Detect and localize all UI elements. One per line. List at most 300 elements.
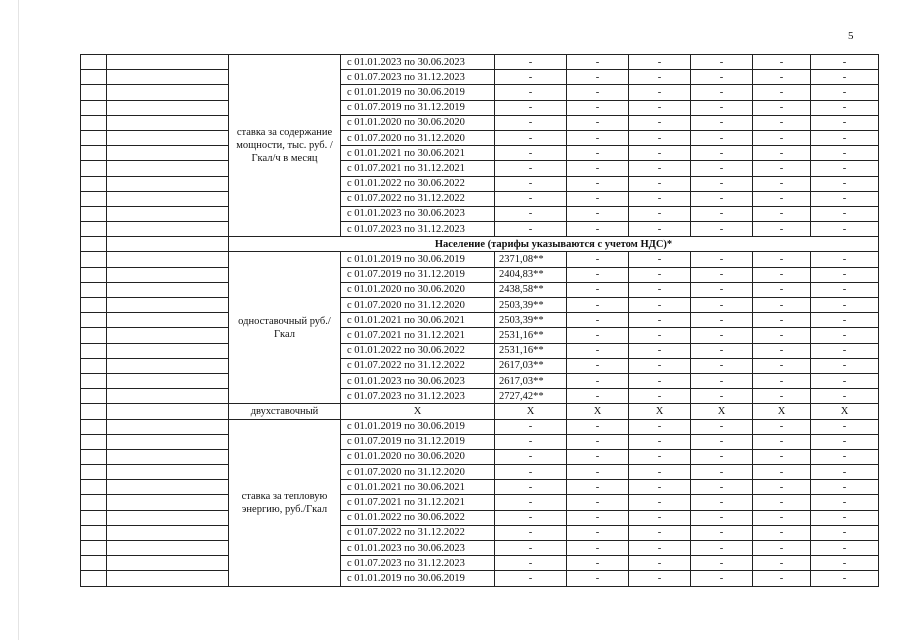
period-cell: с 01.07.2021 по 31.12.2021 (341, 328, 495, 343)
value-cell: - (691, 252, 753, 267)
value-cell: - (629, 85, 691, 100)
tariff-type-cell: ставка за тепловую энергию, руб./Гкал (229, 419, 341, 586)
value-cell: - (495, 495, 567, 510)
table-row (81, 556, 879, 571)
number-cell (81, 389, 107, 404)
table-row (81, 510, 879, 525)
table-row (81, 571, 879, 586)
period-cell: с 01.07.2020 по 31.12.2020 (341, 130, 495, 145)
value-cell: - (753, 449, 811, 464)
value-cell: Х (341, 404, 495, 419)
name-cell (107, 206, 229, 221)
value-cell: - (753, 85, 811, 100)
value-cell: - (753, 571, 811, 586)
period-cell: с 01.07.2021 по 31.12.2021 (341, 495, 495, 510)
value-cell: - (567, 115, 629, 130)
value-cell: - (811, 480, 879, 495)
period-cell: с 01.01.2019 по 30.06.2019 (341, 419, 495, 434)
table-row (81, 176, 879, 191)
period-cell: с 01.07.2023 по 31.12.2023 (341, 70, 495, 85)
period-cell: с 01.01.2019 по 30.06.2019 (341, 252, 495, 267)
period-cell: с 01.01.2021 по 30.06.2021 (341, 480, 495, 495)
value-cell: - (629, 313, 691, 328)
value-cell: - (629, 252, 691, 267)
value-cell: Х (495, 404, 567, 419)
period-cell: с 01.01.2020 по 30.06.2020 (341, 449, 495, 464)
table-row (81, 191, 879, 206)
number-cell (81, 373, 107, 388)
table-row (81, 222, 879, 237)
value-cell: - (691, 282, 753, 297)
period-cell: с 01.01.2023 по 30.06.2023 (341, 55, 495, 70)
value-cell: - (811, 556, 879, 571)
name-cell (107, 465, 229, 480)
value-cell: 2531,16** (495, 343, 567, 358)
value-cell: - (753, 252, 811, 267)
value-cell: - (691, 358, 753, 373)
table-row (81, 298, 879, 313)
value-cell: - (495, 449, 567, 464)
table-row (81, 161, 879, 176)
name-cell (107, 343, 229, 358)
value-cell: 2727,42** (495, 389, 567, 404)
value-cell: - (567, 556, 629, 571)
value-cell: - (691, 389, 753, 404)
period-cell: с 01.01.2022 по 30.06.2022 (341, 343, 495, 358)
number-cell (81, 571, 107, 586)
value-cell: - (629, 206, 691, 221)
value-cell: - (629, 449, 691, 464)
value-cell: - (495, 146, 567, 161)
name-cell (107, 115, 229, 130)
period-cell: с 01.07.2022 по 31.12.2022 (341, 191, 495, 206)
number-cell (81, 252, 107, 267)
value-cell: - (567, 434, 629, 449)
value-cell: - (691, 495, 753, 510)
number-cell (81, 70, 107, 85)
value-cell: - (567, 191, 629, 206)
number-cell (81, 130, 107, 145)
number-cell (81, 358, 107, 373)
value-cell: - (753, 55, 811, 70)
value-cell: - (567, 358, 629, 373)
two-part-row (81, 404, 879, 419)
table-row (81, 541, 879, 556)
table-row (81, 343, 879, 358)
value-cell: - (811, 495, 879, 510)
value-cell: - (691, 100, 753, 115)
value-cell: - (629, 55, 691, 70)
value-cell: - (567, 70, 629, 85)
value-cell: - (567, 222, 629, 237)
table-row (81, 358, 879, 373)
value-cell: - (495, 55, 567, 70)
value-cell: - (753, 100, 811, 115)
value-cell: Х (567, 404, 629, 419)
value-cell: - (811, 358, 879, 373)
value-cell: - (495, 130, 567, 145)
period-cell: с 01.07.2019 по 31.12.2019 (341, 267, 495, 282)
value-cell: - (629, 556, 691, 571)
value-cell: - (753, 70, 811, 85)
value-cell: - (691, 55, 753, 70)
value-cell: - (753, 495, 811, 510)
number-cell (81, 525, 107, 540)
value-cell: - (629, 146, 691, 161)
value-cell: - (753, 222, 811, 237)
number-cell (81, 434, 107, 449)
value-cell: - (811, 161, 879, 176)
value-cell: - (811, 328, 879, 343)
table-row (81, 55, 879, 70)
value-cell: - (567, 541, 629, 556)
period-cell: с 01.01.2022 по 30.06.2022 (341, 176, 495, 191)
value-cell: 2503,39** (495, 313, 567, 328)
value-cell: - (691, 146, 753, 161)
value-cell: - (567, 146, 629, 161)
value-cell: - (629, 434, 691, 449)
number-cell (81, 191, 107, 206)
number-cell (81, 328, 107, 343)
number-cell (81, 146, 107, 161)
name-cell (107, 358, 229, 373)
value-cell: - (567, 252, 629, 267)
value-cell: - (567, 525, 629, 540)
name-cell (107, 449, 229, 464)
value-cell: - (691, 267, 753, 282)
name-cell (107, 373, 229, 388)
value-cell: - (567, 282, 629, 297)
name-cell (107, 313, 229, 328)
table-row (81, 115, 879, 130)
number-cell (81, 206, 107, 221)
value-cell: - (567, 55, 629, 70)
value-cell: - (811, 373, 879, 388)
value-cell: Х (691, 404, 753, 419)
table-row (81, 130, 879, 145)
name-cell (107, 85, 229, 100)
value-cell: - (629, 373, 691, 388)
value-cell: - (753, 206, 811, 221)
value-cell: - (495, 525, 567, 540)
value-cell: - (567, 206, 629, 221)
value-cell: - (753, 161, 811, 176)
period-cell: с 01.07.2020 по 31.12.2020 (341, 465, 495, 480)
period-cell: с 01.07.2019 по 31.12.2019 (341, 100, 495, 115)
value-cell: - (691, 85, 753, 100)
value-cell: - (495, 571, 567, 586)
name-cell (107, 541, 229, 556)
value-cell: - (629, 115, 691, 130)
value-cell: - (691, 434, 753, 449)
period-cell: с 01.01.2022 по 30.06.2022 (341, 510, 495, 525)
value-cell: - (811, 419, 879, 434)
value-cell: - (495, 510, 567, 525)
value-cell: - (811, 222, 879, 237)
number-cell (81, 85, 107, 100)
value-cell: - (753, 480, 811, 495)
value-cell: - (567, 495, 629, 510)
period-cell: с 01.01.2023 по 30.06.2023 (341, 206, 495, 221)
period-cell: с 01.01.2019 по 30.06.2019 (341, 571, 495, 586)
page-number: 5 (848, 30, 854, 42)
value-cell: - (567, 449, 629, 464)
value-cell: Х (811, 404, 879, 419)
value-cell: - (629, 161, 691, 176)
name-cell (107, 176, 229, 191)
value-cell: - (811, 252, 879, 267)
value-cell: - (495, 222, 567, 237)
table-row (81, 419, 879, 434)
table-row (81, 70, 879, 85)
section-header-row (81, 237, 879, 252)
value-cell: - (811, 146, 879, 161)
value-cell: - (753, 434, 811, 449)
number-cell (81, 313, 107, 328)
value-cell: - (691, 465, 753, 480)
name-cell (107, 571, 229, 586)
period-cell: с 01.01.2021 по 30.06.2021 (341, 313, 495, 328)
value-cell: - (691, 115, 753, 130)
value-cell: - (495, 419, 567, 434)
value-cell: - (629, 389, 691, 404)
value-cell: - (691, 206, 753, 221)
name-cell (107, 161, 229, 176)
number-cell (81, 449, 107, 464)
value-cell: - (691, 525, 753, 540)
value-cell: - (495, 100, 567, 115)
table-row (81, 313, 879, 328)
value-cell: - (629, 495, 691, 510)
table-row (81, 434, 879, 449)
number-cell (81, 115, 107, 130)
value-cell: - (691, 419, 753, 434)
table-row (81, 525, 879, 540)
name-cell (107, 237, 229, 252)
value-cell: - (691, 70, 753, 85)
value-cell: - (753, 328, 811, 343)
number-cell (81, 419, 107, 434)
tariff-type-cell: двухставочный (229, 404, 341, 419)
value-cell: - (691, 328, 753, 343)
number-cell (81, 176, 107, 191)
value-cell: - (811, 100, 879, 115)
name-cell (107, 222, 229, 237)
period-cell: с 01.01.2019 по 30.06.2019 (341, 85, 495, 100)
value-cell: - (811, 191, 879, 206)
name-cell (107, 70, 229, 85)
value-cell: - (629, 358, 691, 373)
value-cell: - (495, 480, 567, 495)
value-cell: - (691, 556, 753, 571)
value-cell: - (811, 541, 879, 556)
value-cell: - (567, 373, 629, 388)
value-cell: - (567, 389, 629, 404)
name-cell (107, 328, 229, 343)
number-cell (81, 495, 107, 510)
period-cell: с 01.01.2023 по 30.06.2023 (341, 373, 495, 388)
value-cell: - (567, 510, 629, 525)
value-cell: - (811, 298, 879, 313)
name-cell (107, 480, 229, 495)
value-cell: - (495, 541, 567, 556)
name-cell (107, 404, 229, 419)
table-row (81, 146, 879, 161)
value-cell: - (567, 571, 629, 586)
value-cell: - (495, 556, 567, 571)
table-row (81, 206, 879, 221)
name-cell (107, 556, 229, 571)
name-cell (107, 525, 229, 540)
period-cell: с 01.07.2023 по 31.12.2023 (341, 389, 495, 404)
period-cell: с 01.07.2023 по 31.12.2023 (341, 556, 495, 571)
period-cell: с 01.07.2022 по 31.12.2022 (341, 358, 495, 373)
value-cell: 2531,16** (495, 328, 567, 343)
value-cell: - (691, 480, 753, 495)
name-cell (107, 434, 229, 449)
value-cell: - (629, 130, 691, 145)
value-cell: - (753, 419, 811, 434)
value-cell: - (567, 465, 629, 480)
value-cell: - (811, 525, 879, 540)
value-cell: - (753, 525, 811, 540)
value-cell: - (495, 465, 567, 480)
number-cell (81, 404, 107, 419)
value-cell: - (495, 85, 567, 100)
name-cell (107, 267, 229, 282)
value-cell: - (629, 298, 691, 313)
value-cell: - (629, 222, 691, 237)
tariff-type-cell: одноставочный руб./Гкал (229, 252, 341, 404)
value-cell: - (753, 389, 811, 404)
number-cell (81, 222, 107, 237)
name-cell (107, 298, 229, 313)
table-row (81, 465, 879, 480)
period-cell: с 01.01.2020 по 30.06.2020 (341, 282, 495, 297)
value-cell: - (811, 343, 879, 358)
table-row (81, 480, 879, 495)
number-cell (81, 541, 107, 556)
value-cell: - (691, 343, 753, 358)
table-row (81, 495, 879, 510)
value-cell: - (629, 571, 691, 586)
value-cell: - (753, 267, 811, 282)
value-cell: - (691, 373, 753, 388)
value-cell: - (629, 465, 691, 480)
number-cell (81, 267, 107, 282)
value-cell: 2617,03** (495, 373, 567, 388)
scan-edge (18, 0, 19, 640)
value-cell: - (691, 449, 753, 464)
value-cell: - (495, 161, 567, 176)
value-cell: - (567, 298, 629, 313)
name-cell (107, 495, 229, 510)
value-cell: - (811, 70, 879, 85)
value-cell: - (629, 176, 691, 191)
value-cell: - (811, 130, 879, 145)
table-row (81, 267, 879, 282)
value-cell: - (811, 115, 879, 130)
value-cell: - (495, 434, 567, 449)
name-cell (107, 130, 229, 145)
value-cell: - (811, 267, 879, 282)
period-cell: с 01.07.2023 по 31.12.2023 (341, 222, 495, 237)
name-cell (107, 510, 229, 525)
value-cell: - (495, 206, 567, 221)
value-cell: - (753, 176, 811, 191)
value-cell: Х (629, 404, 691, 419)
value-cell: - (811, 389, 879, 404)
value-cell: - (811, 449, 879, 464)
value-cell: - (753, 373, 811, 388)
table-row (81, 85, 879, 100)
value-cell: - (753, 298, 811, 313)
value-cell: - (495, 176, 567, 191)
name-cell (107, 191, 229, 206)
value-cell: 2404,83** (495, 267, 567, 282)
value-cell: - (691, 510, 753, 525)
value-cell: - (567, 130, 629, 145)
value-cell: - (753, 541, 811, 556)
name-cell (107, 282, 229, 297)
value-cell: - (753, 343, 811, 358)
value-cell: - (753, 130, 811, 145)
value-cell: - (811, 206, 879, 221)
value-cell: - (495, 191, 567, 206)
value-cell: - (629, 267, 691, 282)
value-cell: - (753, 313, 811, 328)
value-cell: - (691, 222, 753, 237)
value-cell: - (495, 70, 567, 85)
table-row (81, 328, 879, 343)
value-cell: - (811, 282, 879, 297)
name-cell (107, 389, 229, 404)
section-title: Население (тарифы указываются с учетом НДС)* (229, 237, 879, 252)
period-cell: с 01.01.2021 по 30.06.2021 (341, 146, 495, 161)
value-cell: 2438,58** (495, 282, 567, 297)
value-cell: - (567, 328, 629, 343)
number-cell (81, 480, 107, 495)
table-row (81, 100, 879, 115)
value-cell: - (691, 298, 753, 313)
value-cell: - (629, 191, 691, 206)
table-row (81, 389, 879, 404)
value-cell: - (691, 130, 753, 145)
value-cell: - (811, 434, 879, 449)
value-cell: - (629, 70, 691, 85)
value-cell: - (567, 343, 629, 358)
value-cell: - (629, 328, 691, 343)
value-cell: - (629, 510, 691, 525)
value-cell: - (567, 419, 629, 434)
tariff-type-cell: ставка за содержание мощности, тыс. руб. /Гкал/ч в месяц (229, 55, 341, 237)
value-cell: - (629, 343, 691, 358)
number-cell (81, 100, 107, 115)
value-cell: - (753, 191, 811, 206)
value-cell: - (629, 480, 691, 495)
value-cell: - (753, 146, 811, 161)
period-cell: с 01.01.2023 по 30.06.2023 (341, 541, 495, 556)
name-cell (107, 252, 229, 267)
value-cell: - (811, 465, 879, 480)
number-cell (81, 465, 107, 480)
name-cell (107, 419, 229, 434)
value-cell: - (495, 115, 567, 130)
value-cell: - (629, 282, 691, 297)
period-cell: с 01.07.2019 по 31.12.2019 (341, 434, 495, 449)
name-cell (107, 100, 229, 115)
value-cell: - (753, 115, 811, 130)
